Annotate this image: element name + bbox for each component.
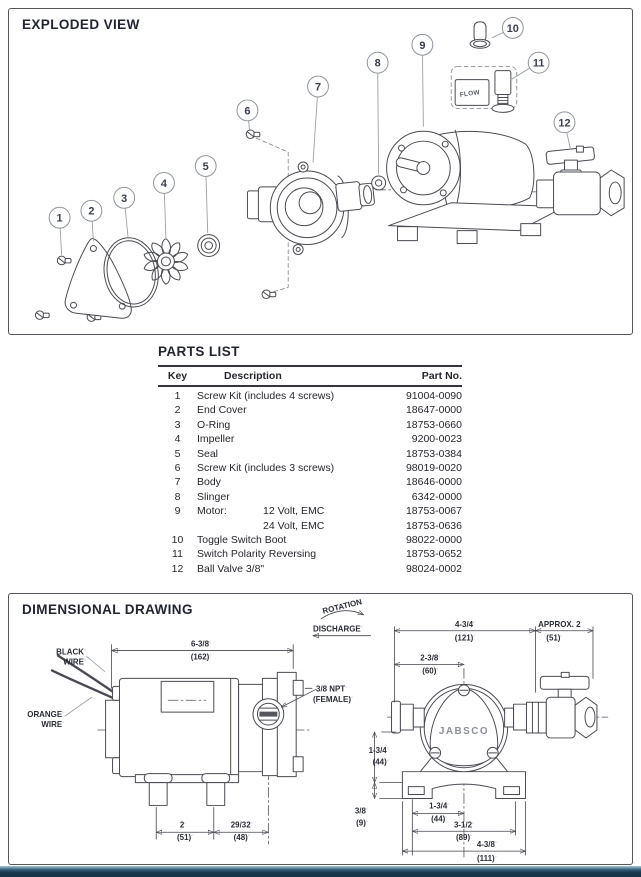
parts-table-header <box>158 367 462 387</box>
part-key: 4 <box>174 433 181 446</box>
part-number: 18753-0652 <box>405 548 462 561</box>
part-description: O-Ring <box>197 418 231 431</box>
part-key: 9 <box>174 505 181 518</box>
callout-number: 3 <box>121 192 128 205</box>
part-key: 10 <box>171 533 184 546</box>
drawing-label: 1-3/4▫ <box>368 745 389 755</box>
drawing-label: (89)▫ <box>455 833 472 843</box>
drawing-label: ORANGE▫ <box>27 710 64 720</box>
parts-row <box>158 432 462 446</box>
drawing-label: WIRE▫ <box>63 657 86 667</box>
part-description: Slinger <box>197 490 230 503</box>
reversing-switch-drawing <box>451 67 517 113</box>
callout-number: 10 <box>506 22 519 35</box>
parts-row <box>158 389 462 403</box>
drawing-label: WIRE▫ <box>41 720 64 730</box>
part-key: 5 <box>174 447 181 460</box>
part-key: 12 <box>171 562 184 575</box>
side-view-drawing <box>52 656 312 845</box>
callout-number: 8 <box>374 57 381 70</box>
part-key: 2 <box>174 404 181 417</box>
drawing-label: (51)▫ <box>177 833 193 843</box>
parts-table <box>158 365 462 576</box>
part-key: 8 <box>174 490 181 503</box>
front-view-drawing <box>388 668 608 857</box>
column-description: Description <box>224 370 282 382</box>
callout-number: 9 <box>419 39 426 52</box>
part-description: Screw Kit (includes 3 screws) <box>197 461 335 474</box>
drawing-label: (FEMALE)▫ <box>313 695 353 705</box>
part-number: 18753-0660 <box>405 418 462 431</box>
part-description: Switch Polarity Reversing <box>197 548 317 561</box>
callout-number: 1 <box>56 212 63 225</box>
drawing-label: (121)▫ <box>454 633 476 643</box>
part-description: End Cover <box>197 404 247 417</box>
parts-row <box>158 533 462 547</box>
drawing-label: 4-3/4▫ <box>455 619 475 629</box>
drawing-label: APPROX. 2▫ <box>538 619 583 629</box>
dimensional-drawing-title: DIMENSIONAL DRAWING <box>22 602 193 617</box>
part-key <box>158 519 197 533</box>
part-variant: 12 Volt, EMC <box>263 505 325 518</box>
parts-row <box>158 490 462 504</box>
seal-drawing <box>198 235 220 257</box>
part-number: 18753-0067 <box>405 505 462 518</box>
exploded-view-title: EXPLODED VIEW <box>22 17 140 32</box>
parts-row <box>158 418 462 432</box>
part-key: 1 <box>174 390 181 402</box>
drawing-label: (162)▫ <box>190 652 212 662</box>
part-description: Seal <box>197 447 219 460</box>
drawing-label: BLACK▫ <box>56 647 86 657</box>
part-description: Toggle Switch Boot <box>197 533 287 546</box>
callout-number: 11 <box>532 57 545 70</box>
part-key: 7 <box>174 476 181 489</box>
callout-number: 7 <box>314 81 322 94</box>
callout-leader <box>378 63 379 174</box>
part-number: 18647-0000 <box>405 404 462 417</box>
part-description: Body <box>197 476 221 489</box>
column-key: Key <box>167 370 188 382</box>
callout-number: 5 <box>202 161 209 174</box>
dimensional-drawing <box>9 594 632 864</box>
part-number: 98022-0000 <box>405 533 462 546</box>
callout-number: 2 <box>88 205 95 218</box>
drawing-label: 29/32▫ <box>230 820 253 830</box>
parts-row <box>158 519 462 533</box>
ball-valve-drawing <box>537 146 624 216</box>
drawing-label: 2▫ <box>179 820 187 830</box>
drawing-label: (48)▫ <box>233 833 250 843</box>
part-number: 9200-0023 <box>411 433 462 446</box>
drawing-label: FLOW <box>459 89 481 99</box>
dimensional-drawing-section <box>8 593 633 865</box>
part-key: 3 <box>174 418 181 431</box>
drawing-label: (44)▫ <box>431 814 448 824</box>
part-number: 18646-0000 <box>405 476 462 489</box>
drawing-label: (51)▫ <box>546 633 563 643</box>
callout-number: 4 <box>160 177 168 190</box>
part-description <box>197 519 367 533</box>
drawing-label: (44)▫ <box>372 757 389 767</box>
exploded-view-drawing <box>9 9 632 334</box>
parts-list-title: PARTS LIST <box>158 344 240 359</box>
footer-band <box>0 866 641 877</box>
drawing-label: 4-3/8▫ <box>476 840 497 850</box>
slinger-drawing <box>372 176 386 190</box>
orange-wire-drawing <box>52 670 114 698</box>
drawing-label: 3/8▫ <box>354 806 368 816</box>
drawing-label: (9)▫ <box>356 818 368 828</box>
drawing-label: 3/8 NPT▫ <box>316 684 347 694</box>
part-description: Ball Valve 3/8" <box>197 562 265 575</box>
drawing-label: 2-3/8▫ <box>420 653 441 663</box>
drawing-label: 6-3/8▫ <box>190 639 211 649</box>
part-number: 91004-0090 <box>405 390 462 402</box>
pump-body-drawing <box>247 162 375 254</box>
drawing-label: 1-3/4▫ <box>429 801 450 811</box>
parts-row <box>158 547 462 561</box>
parts-row <box>158 475 462 489</box>
part-description: Screw Kit (includes 4 screws) <box>197 390 335 402</box>
parts-row <box>158 504 462 518</box>
callout-number: 6 <box>244 105 251 118</box>
part-key: 11 <box>172 548 183 561</box>
callout-leader <box>422 45 423 126</box>
parts-row <box>158 461 462 475</box>
drawing-label: DISCHARGE▫ <box>313 624 363 634</box>
parts-list-section <box>158 344 462 576</box>
parts-row <box>158 562 462 576</box>
part-number: 98019-0020 <box>405 461 462 474</box>
callout-number: 12 <box>558 117 571 130</box>
end-cover-drawing <box>65 238 131 318</box>
callout-leader <box>313 87 318 163</box>
drawing-label: ROTATION <box>321 597 363 616</box>
parts-table-body <box>158 389 462 576</box>
part-number: 6342-0000 <box>411 490 462 503</box>
part-number: 98024-0002 <box>405 562 462 575</box>
toggle-switch-boot-drawing <box>470 22 490 48</box>
ball-valve-front-drawing <box>526 672 596 738</box>
parts-row <box>158 403 462 417</box>
drawing-label: JABSCO <box>438 725 490 737</box>
exploded-view-section <box>8 8 633 335</box>
impeller-drawing <box>143 239 189 285</box>
part-description: Motor: 12 Volt, EMC <box>197 505 325 518</box>
column-part-no: Part No. <box>421 370 462 382</box>
drawing-label: (60)▫ <box>422 666 439 676</box>
parts-row <box>158 447 462 461</box>
drawing-label: (111)▫ <box>477 854 497 864</box>
part-number: 18753-0384 <box>405 447 462 460</box>
part-key: 6 <box>174 461 181 474</box>
part-number: 18753-0636 <box>405 519 462 532</box>
part-variant: 24 Volt, EMC <box>263 519 325 532</box>
part-description: Impeller <box>197 433 235 446</box>
drawing-label: 3-1/2▫ <box>454 820 474 830</box>
